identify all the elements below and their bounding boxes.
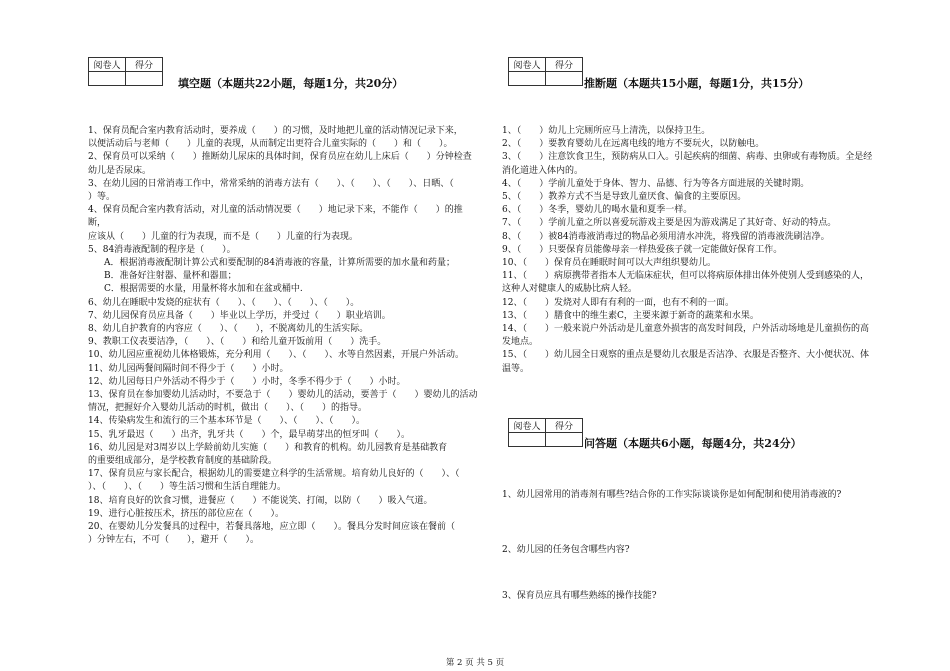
fill-question-line: 18、培育良好的饮食习惯，进餐应（ ）不能说笑、打闹，以防（ ）吸入气道。: [88, 495, 433, 506]
score-cell[interactable]: [546, 433, 583, 447]
fill-question-line: C．根据需要的水量，用量杯将水加和在盆或桶中.: [104, 284, 303, 295]
judge-question-line: 14、（ ）一般来说户外活动是儿童意外损害的高发时间段，户外活动场地是儿童损伤的高: [502, 324, 869, 335]
judge-question-line: 3、（ ）注意饮食卫生，预防病从口入。引起疾病的细菌、病毒、虫卵或有毒物质。全是经: [502, 152, 873, 163]
reviewer-cell[interactable]: [509, 72, 546, 86]
reviewer-label: 阅卷人: [89, 58, 126, 72]
fill-question-line: 8、幼儿自护教育的内容应（ ）、（ ），不脱离幼儿的生活实际。: [88, 324, 369, 335]
judge-question-line: 消化道进入体内的。: [502, 165, 584, 176]
fill-question-line: 19、进行心脏按压术，挤压的部位应在（ ）。: [88, 508, 284, 519]
fill-question-line: 12、幼儿园每日户外活动不得少于（ ）小时，冬季不得少于（ ）小时。: [88, 376, 406, 387]
score-box-fill: [88, 57, 163, 86]
judge-question-line: 7、（ ）学前儿童之所以喜爱玩游戏主要是因为游戏满足了其好奇、好动的特点。: [502, 218, 837, 229]
fill-question-line: 幼儿是否尿床。: [88, 165, 152, 176]
judge-question-line: 发地点。: [502, 337, 539, 348]
judge-question-line: 6、（ ）冬季，婴幼儿的喝水量和夏季一样。: [502, 205, 693, 216]
score-cell[interactable]: [126, 72, 163, 86]
fill-question-line: 9、教职工仪表要洁净，（ ）、（ ）和给儿童开饭前用（ ）洗手。: [88, 337, 387, 348]
qa-question-3: 3、保育员应具有哪些熟练的操作技能?: [502, 591, 657, 601]
score-label: 得分: [546, 58, 583, 72]
qa-question-1: 1、幼儿园常用的消毒剂有哪些?结合你的工作实际谈谈你是如何配制和使用消毒液的?: [502, 490, 842, 500]
judge-question-line: 10、（ ）保育员在睡眠时间可以大声组织婴幼儿。: [502, 258, 716, 269]
judge-question-line: 9、（ ）只要保育员能像母亲一样热爱孩子就一定能做好保育工作。: [502, 244, 783, 255]
reviewer-label: 阅卷人: [509, 419, 546, 433]
fill-questions: [88, 125, 478, 548]
reviewer-cell[interactable]: [509, 433, 546, 447]
fill-question-line: 2、保育员可以采纳（ ）推断幼儿尿床的具体时间，保育员应在幼儿上床后（ ）分钟检查: [88, 152, 472, 163]
score-box-judge: [508, 57, 583, 86]
section-title-judge: 推断题（本题共15小题，每题1分，共15分）: [584, 77, 810, 90]
fill-question-line: 4、保育员配合室内教育活动，对儿童的活动情况要（ ）地记录下来，不能作（ ）的推断，: [88, 205, 463, 229]
fill-question-line: 17、保育员应与家长配合，根据幼儿的需要建立科学的生活常规。培育幼儿良好的（ ）、（: [88, 469, 478, 480]
judge-question-line: 5、（ ）教养方式不当是导致儿童厌食、偏食的主要原因。: [502, 192, 747, 203]
judge-question-line: 2、（ ）要教育婴幼儿在远离电线的地方不要玩火，以防触电。: [502, 139, 765, 150]
judge-question-line: 1、（ ）幼儿上完厕所应马上清洗，以保持卫生。: [502, 126, 711, 136]
judge-question-line: 4、（ ）学前儿童处于身体、智力、品德、行为等各方面进展的关键时期。: [502, 178, 810, 189]
judge-question-line: 15、（ ）幼儿园全日观察的重点是婴幼儿衣服是否洁净、衣服是否整齐、大小便状况、体: [502, 350, 869, 361]
page-footer: 第 2 页 共 5 页: [445, 658, 505, 668]
fill-question-line: 11、幼儿园两餐间隔时间不得少于（ ）小时。: [88, 363, 289, 374]
score-box-qa: [508, 418, 583, 447]
fill-question-line: 应该从（ ）儿童的行为表现，而不是（ ）儿童的行为表现。: [88, 231, 359, 242]
score-label: 得分: [126, 58, 163, 72]
judge-questions: [502, 125, 894, 376]
reviewer-cell[interactable]: [89, 72, 126, 86]
fill-question-line: 5、84消毒液配制的程序是（ ）。: [88, 244, 236, 255]
fill-question-line: 13、保育员在参加婴幼儿活动时，不要急于（ ）婴幼儿的活动，要善于（ ）婴幼儿的活动: [88, 390, 478, 401]
fill-question-line: ）等。: [88, 192, 116, 203]
fill-question-line: 3、在幼儿园的日常消毒工作中，常常采纳的消毒方法有（ ）、（ ）、（ ）、日晒、（: [88, 178, 472, 189]
section-title-qa: 问答题（本题共6小题，每题4分，共24分）: [584, 437, 802, 450]
judge-question-line: 13、（ ）膳食中的维生素C，主要来源于新奇的蔬菜和水果。: [502, 310, 759, 321]
fill-question-line: 15、乳牙最迟（ ）出齐，乳牙共（ ）个，最早萌芽出的恒牙叫（ ）。: [88, 429, 410, 440]
fill-question-line: 6、幼儿在睡眠中发烧的症状有（ ）、（ ）、（ ）、（ ）。: [88, 297, 360, 308]
fill-question-line: ）分钟左右，不可（ ），避开（ ）。: [88, 535, 260, 546]
fill-question-line: ）、（ ）、（ ）等生活习惯和生活自理能力。: [88, 482, 287, 493]
fill-question-line: 情况，把握好介入婴幼儿活动的时机，做出（ ）、（ ）的指导。: [88, 403, 368, 414]
fill-question-line: 7、幼儿园保育员应具备（ ）毕业以上学历，并受过（ ）职业培训。: [88, 310, 391, 321]
fill-question-line: A．根据消毒液配制计算公式和要配制的84消毒液的容量，计算所需要的加水量和药量；: [104, 258, 455, 269]
judge-question-line: 12、（ ）发烧对人即有有利的一面，也有不利的一面。: [502, 297, 734, 308]
reviewer-label: 阅卷人: [509, 58, 546, 72]
qa-question-2: 2、幼儿园的任务包含哪些内容?: [502, 545, 630, 555]
judge-question-line: 11、（ ）病原携带者指本人无临床症状，但可以将病原体排出体外使别人受到感染的人，: [502, 271, 869, 282]
fill-question-line: 10、幼儿园应重视幼儿体格锻炼，充分利用（ ）、（ ）、水等自然因素，开展户外活动。: [88, 350, 464, 361]
fill-question-line: 以便活动后与老师（ ）儿童的表现，从而制定出更符合儿童实际的（ ）和（ ）。: [88, 139, 453, 150]
fill-question-line: 20、在婴幼儿分发餐具的过程中，若餐具落地，应立即（ ）。餐具分发时间应该在餐前（: [88, 522, 473, 533]
score-cell[interactable]: [546, 72, 583, 86]
fill-question-line: 14、传染病发生和流行的三个基本环节是（ ）、（ ）、（ ）。: [88, 416, 365, 427]
section-title-fill: 填空题（本题共22小题，每题1分，共20分）: [178, 77, 404, 90]
judge-question-line: 温等。: [502, 363, 530, 374]
fill-question-line: 的重要组成部分，是学校教育制度的基础阶段。: [88, 456, 278, 467]
fill-question-line: 16、幼儿园是对3周岁以上学龄前幼儿实施（ ）和教育的机构。幼儿园教育是基础教育: [88, 442, 448, 453]
score-label: 得分: [546, 419, 583, 433]
fill-question-line: B．准备好注射器、量杯和器皿；: [104, 271, 237, 282]
judge-question-line: 8、（ ）被84消毒液消毒过的物品必须用清水冲洗，将残留的消毒液洗刷洁净。: [502, 231, 830, 242]
judge-question-line: 这种人对健康人的威胁比病人轻。: [502, 284, 638, 295]
fill-question-line: 1、保育员配合室内教育活动时，要养成（ ）的习惯，及时地把儿童的活动情况记录下来，: [88, 126, 463, 136]
